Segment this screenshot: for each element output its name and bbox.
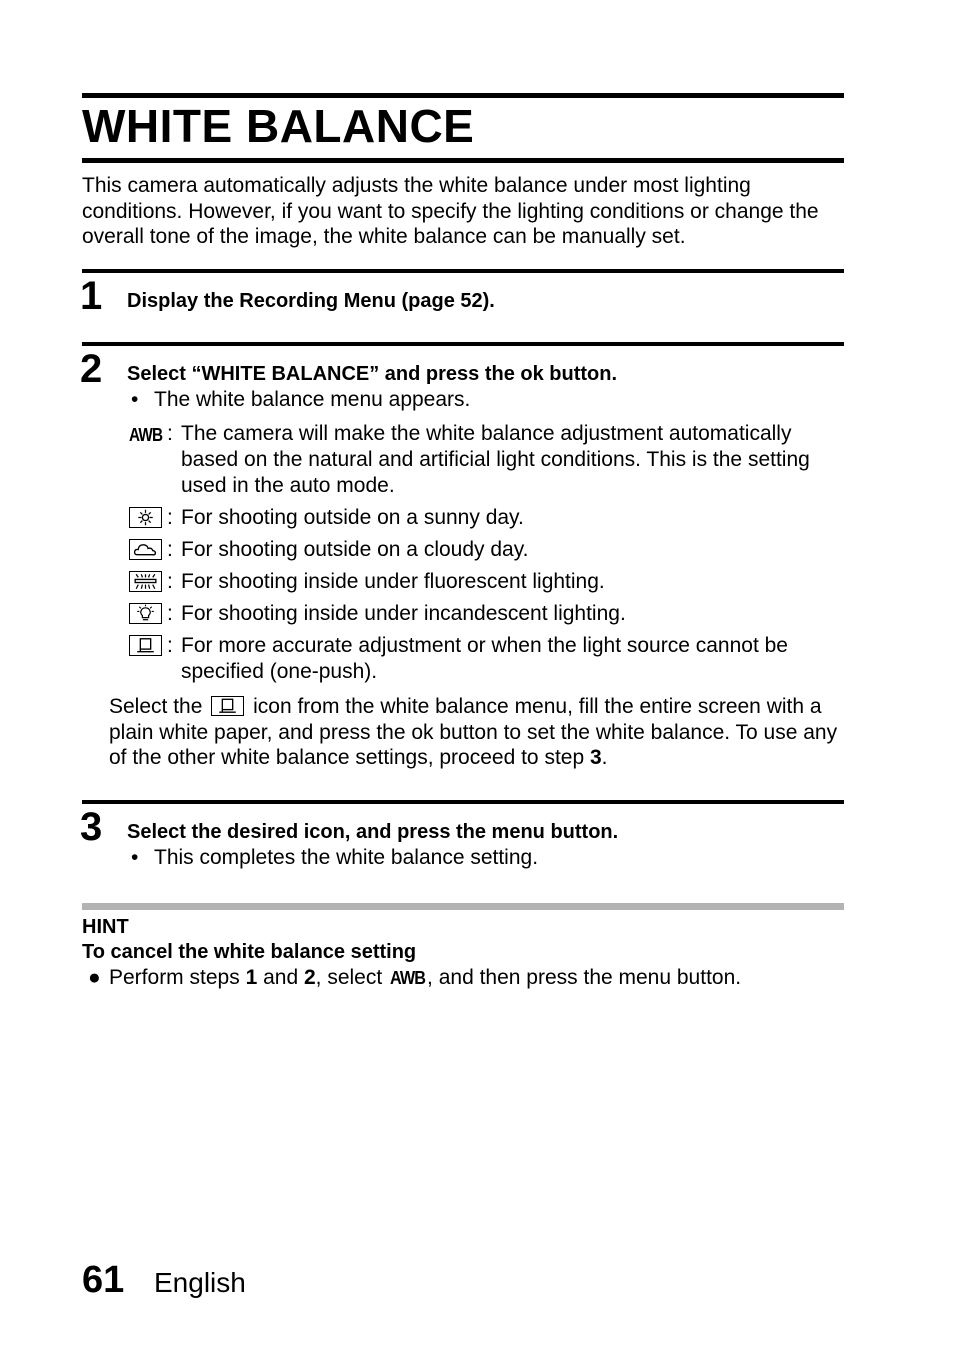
bullet-glyph: • bbox=[131, 846, 139, 869]
page-number: 61 bbox=[82, 1259, 125, 1301]
option-awb-text: The camera will make the white balance adjustment automatically based on the natural and artificial light conditions. This is the setting used in the auto mode. bbox=[181, 422, 810, 497]
step-3-title: Select the desired icon, and press the menu button. bbox=[127, 821, 619, 843]
step-1-title: Display the Recording Menu (page 52). bbox=[127, 290, 495, 312]
option-cloudy-text: For shooting outside on a cloudy day. bbox=[181, 538, 529, 561]
option-fluorescent bbox=[129, 569, 849, 595]
incandescent-icon bbox=[129, 603, 162, 624]
option-colon: : bbox=[167, 634, 173, 657]
note-text-1: Select the bbox=[109, 695, 203, 718]
bullet-glyph: • bbox=[131, 388, 139, 411]
option-incandescent-text: For shooting inside under incandescent lighting. bbox=[181, 602, 626, 625]
option-colon: : bbox=[167, 538, 173, 561]
option-colon: : bbox=[167, 422, 173, 445]
step-2-bullet-text: The white balance menu appears. bbox=[154, 388, 471, 411]
awb-icon: AWB bbox=[389, 968, 426, 988]
option-colon: : bbox=[167, 602, 173, 625]
hint-text-1: Perform steps bbox=[109, 966, 240, 989]
note-step-ref: 3 bbox=[589, 746, 602, 770]
hint-text-and: and bbox=[263, 966, 299, 989]
title-bottom-rule bbox=[82, 158, 844, 163]
note-text-2: icon from the white balance menu, fill the entire screen with a plain white paper, and press the ok button to set the white balance. To use any of the other white balance settings, proceed to step bbox=[109, 695, 838, 770]
option-incandescent bbox=[129, 601, 849, 627]
option-cloudy bbox=[129, 537, 849, 563]
option-colon: : bbox=[167, 506, 173, 529]
bullet-glyph: ● bbox=[88, 966, 101, 989]
step-3-bullet-text: This completes the white balance setting. bbox=[154, 846, 539, 869]
step-1-rule bbox=[82, 269, 844, 273]
step-3-bullet bbox=[131, 845, 538, 871]
one-push-icon bbox=[129, 635, 162, 656]
step-1-number: 1 bbox=[80, 274, 103, 318]
option-colon: : bbox=[167, 570, 173, 593]
intro-paragraph: This camera automatically adjusts the white balance under most lighting conditions. However, if you want to specify the lighting conditions or change the overall tone of the image, the white balance can be manually set. bbox=[82, 174, 819, 248]
one-push-instructions bbox=[109, 694, 849, 771]
step-3-rule bbox=[82, 800, 844, 804]
step-2-rule bbox=[82, 342, 844, 346]
step-2-title: Select “WHITE BALANCE” and press the ok button. bbox=[127, 363, 618, 385]
hint-label: HINT bbox=[82, 916, 129, 938]
hint-step-2: 2 bbox=[303, 966, 316, 989]
step-2-bullet bbox=[131, 387, 470, 413]
option-sunny-text: For shooting outside on a sunny day. bbox=[181, 506, 524, 529]
option-one-push bbox=[129, 633, 849, 685]
sunny-icon bbox=[129, 507, 162, 528]
step-3-number: 3 bbox=[80, 805, 103, 849]
page-title: WHITE BALANCE bbox=[82, 100, 475, 152]
hint-divider bbox=[82, 903, 844, 910]
option-awb bbox=[129, 421, 849, 499]
cloudy-icon bbox=[129, 539, 162, 560]
page-language: English bbox=[154, 1267, 246, 1298]
option-sunny bbox=[129, 505, 849, 531]
option-fluorescent-text: For shooting inside under fluorescent lighting. bbox=[181, 570, 605, 593]
hint-title: To cancel the white balance setting bbox=[82, 941, 417, 963]
hint-text-3: , and then press the menu button. bbox=[427, 966, 742, 989]
note-end: . bbox=[601, 746, 608, 770]
hint-text-2: , select bbox=[315, 966, 383, 989]
awb-icon: AWB bbox=[129, 425, 163, 445]
hint-item bbox=[88, 965, 741, 991]
hint-step-1: 1 bbox=[245, 966, 258, 989]
one-push-icon bbox=[211, 696, 244, 716]
fluorescent-icon bbox=[129, 571, 162, 592]
option-one-push-text: For more accurate adjustment or when the light source cannot be specified (one-push). bbox=[181, 634, 788, 683]
step-2-number: 2 bbox=[80, 347, 103, 391]
